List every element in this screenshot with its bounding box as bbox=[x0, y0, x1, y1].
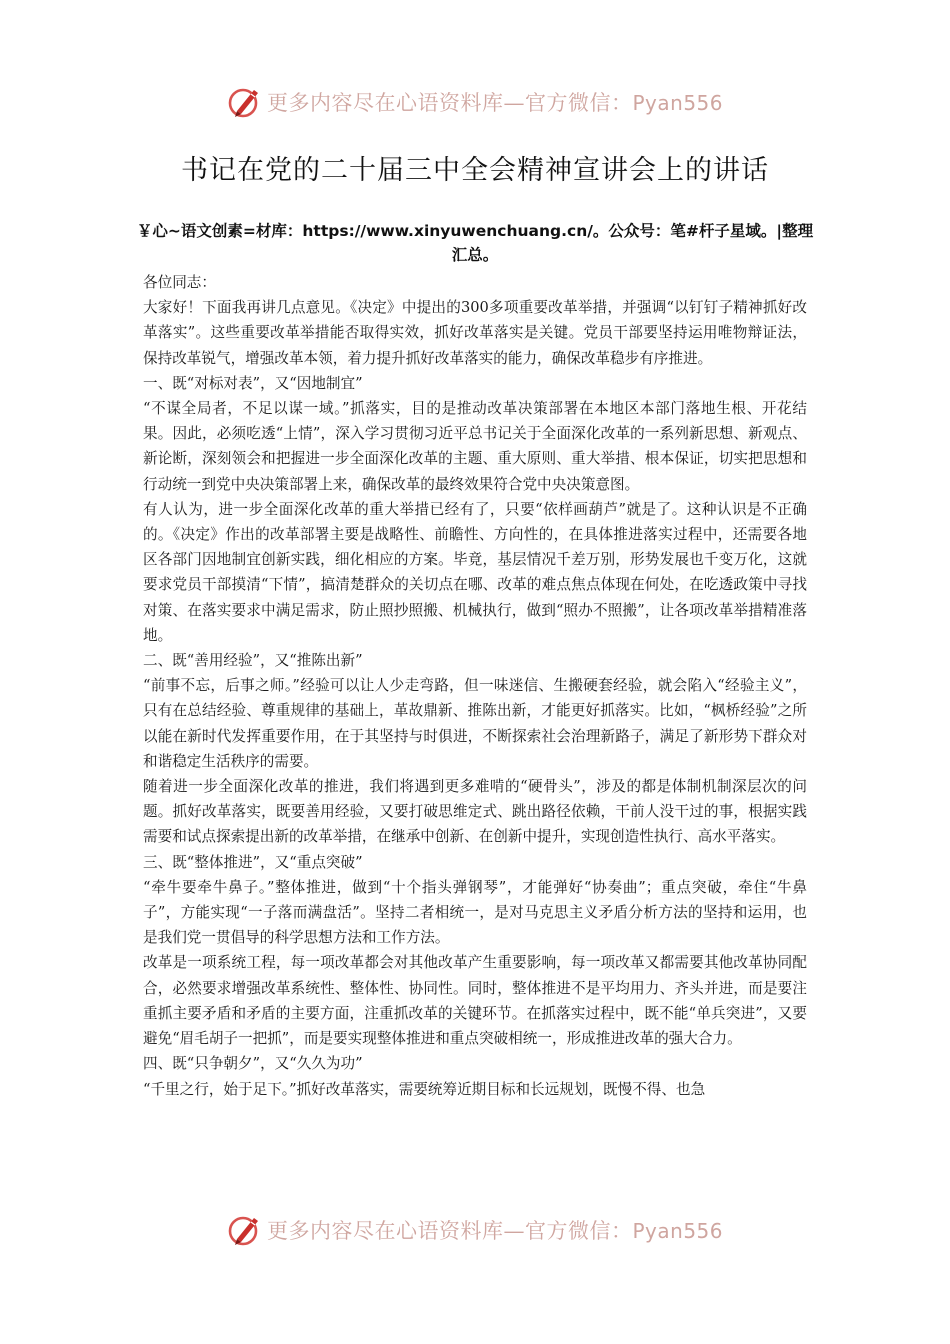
section-heading: 四、既“只争朝夕”，又“久久为功” bbox=[143, 1055, 363, 1073]
paragraph: 随着进一步全面深化改革的推进，我们将遇到更多难啃的“硬骨头”，涉及的都是体制机制深层次的问题。抓好改革落实，既要善用经验，又要打破思维定式、跳出路径依赖，干前人没干过的事，根据实践需要和试点探索提出新的改革举措，在继承中创新、在创新中提升，实现创造性执行、高水平落实。 bbox=[143, 778, 807, 846]
page-title: 书记在党的二十届三中全会精神宣讲会上的讲话 bbox=[181, 155, 769, 186]
paragraph: 有人认为，进一步全面深化改革的重大举措已经有了，只要“依样画葫芦”就是了。这种认识是不正确的。《决定》作出的改革部署主要是战略性、前瞻性、方向性的，在具体推进落实过程中，还需要各地区各部门因地制宜创新实践，细化相应的方案。毕竟，基层情况千差万别，形势发展也千变万化，这就要求党员干部摸清“下情”，搞清楚群众的关切点在哪、改革的难点焦点体现在何处，在吃透政策中寻找对策、在落实要求中满足需求，防止照抄照搬、机械执行，做到“照办不照搬”，让各项改革举措精准落地。 bbox=[143, 500, 807, 644]
section-heading: 二、既“善用经验”，又“推陈出新” bbox=[143, 652, 363, 670]
header-watermark-banner bbox=[0, 82, 950, 122]
banner-text: 更多内容尽在心语资料库—官方微信：Pyan556 bbox=[266, 91, 723, 115]
wechat-id: Pyan556 bbox=[632, 1219, 723, 1243]
wechat-id: Pyan556 bbox=[632, 91, 723, 115]
paragraph: 改革是一项系统工程，每一项改革都会对其他改革产生重要影响，每一项改革又都需要其他改革协同配合，必然要求增强改革系统性、整体性、协同性。同时，整体推进不是平均用力、齐头并进，而是要注重抓主要矛盾和矛盾的主要方面，注重抓改革的关键环节。在抓落实过程中，既不能“单兵突进”，又要避免“眉毛胡子一把抓”，而是要实现整体推进和重点突破相统一，形成推进改革的强大合力。 bbox=[143, 954, 807, 1048]
source-line: ￥心~语文创素=材库：https://www.xinyuwenchuang.cn/。公众号：笔#杆子星域。|整理汇总。 bbox=[136, 222, 814, 264]
paragraph: “不谋全局者，不足以谋一域。”抓落实，目的是推动改革决策部署在本地区本部门落地生根、开花结果。因此，必须吃透“上情”，深入学习贯彻习近平总书记关于全面深化改革的一系列新思想、新观点、新论断，深刻领会和把握进一步全面深化改革的主题、重大原则、重大举措、根本保证，切实把思想和行动统一到党中央决策部署上来，确保改革的最终效果符合党中央决策意图。 bbox=[143, 400, 807, 493]
paragraph: 大家好！下面我再讲几点意见。《决定》中提出的300多项重要改革举措，并强调“以钉钉子精神抓好改革落实”。这些重要改革举措能否取得实效，抓好改革落实是关键。党员干部要坚持运用唯物辩证法，保持改革锐气，增强改革本领，着力提升抓好改革落实的能力，确保改革稳步有序推进。 bbox=[143, 299, 807, 367]
paragraph: “前事不忘，后事之师。”经验可以让人少走弯路，但一味迷信、生搬硬套经验，就会陷入“经验主义”，只有在总结经验、尊重规律的基础上，革故鼎新、推陈出新，才能更好抓落实。比如，“枫桥经验”之所以能在新时代发挥重要作用，在于其坚持与时俱进，不断探索社会治理新路子，满足了新形势下群众对和谐稳定生活秩序的需要。 bbox=[143, 677, 807, 770]
section-heading: 一、既“对标对表”，又“因地制宜” bbox=[143, 374, 363, 392]
paragraph: “千里之行，始于足下。”抓好改革落实，需要统筹近期目标和长远规划，既慢不得、也急 bbox=[143, 1080, 706, 1098]
paragraph: “牵牛要牵牛鼻子。”整体推进，做到“十个指头弹钢琴”，才能弹好“协奏曲”；重点突破，牵住“牛鼻子”，方能实现“一子落而满盘活”。坚持二者相统一，是对马克思主义矛盾分析方法的坚持和运用，也是我们党一贯倡导的科学思想方法和工作方法。 bbox=[143, 878, 807, 947]
footer-watermark-banner bbox=[0, 1210, 950, 1250]
section-heading: 三、既“整体推进”，又“重点突破” bbox=[143, 853, 363, 871]
pen-in-circle-icon bbox=[227, 1212, 263, 1248]
salutation: 各位同志： bbox=[143, 274, 216, 291]
pen-in-circle-icon bbox=[227, 84, 263, 120]
document-body bbox=[143, 270, 807, 1102]
banner-text: 更多内容尽在心语资料库—官方微信：Pyan556 bbox=[266, 1219, 723, 1243]
